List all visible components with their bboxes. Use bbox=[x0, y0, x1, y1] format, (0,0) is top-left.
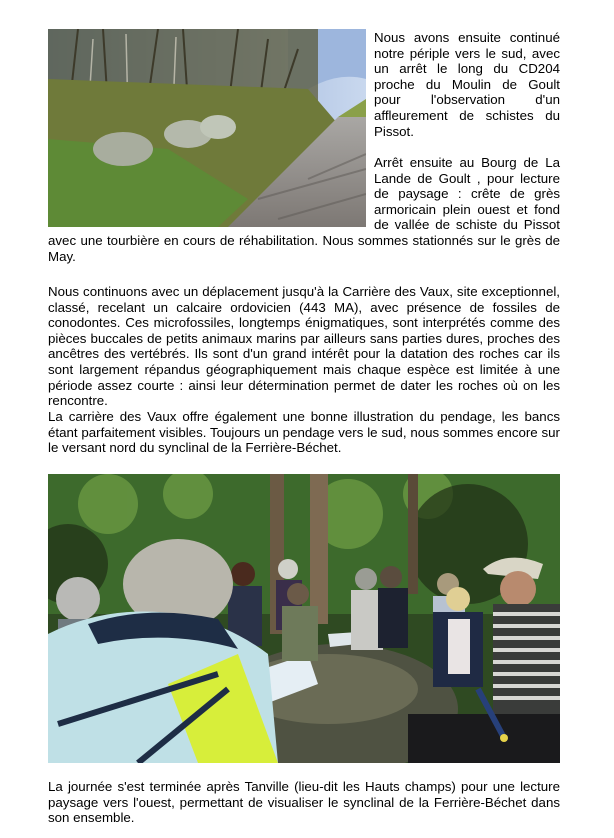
paragraph-carriere-des-vaux bbox=[48, 284, 560, 409]
text-line: de vallée de schiste du Pissot bbox=[374, 217, 560, 233]
paragraph-lande-de-goult bbox=[374, 155, 560, 233]
text-line: de paysage : crête de grès bbox=[374, 186, 560, 202]
text-line: un arrêt le long du CD204 bbox=[374, 61, 560, 77]
photo-road-outcrop bbox=[48, 29, 366, 227]
paragraph-pendage bbox=[48, 409, 560, 456]
photo-group-carriere bbox=[48, 474, 560, 763]
text-line: Pissot. bbox=[374, 123, 414, 139]
paragraph-lande-continuation bbox=[48, 233, 560, 264]
text-line: armoricain plein ouest et fond bbox=[374, 201, 560, 217]
paragraph-tanville bbox=[48, 779, 560, 826]
text-line: notre périple vers le sud, avec bbox=[374, 45, 560, 61]
text-block: La carrière des Vaux offre également une bonne illustration du pendage, les bancs étant parfaitement visibles. Toujours un pendage vers le sud, nous sommes encore sur le versant nord du synclinal de la Ferrière-Béchet. bbox=[48, 409, 560, 456]
paragraph-moulin-de-goult bbox=[374, 30, 560, 139]
text-block: La journée s'est terminée après Tanville (lieu-dit les Hauts champs) pour une lecture paysage vers l'ouest, permettant de visualiser le synclinal de la Ferrière-Béchet dans son ensemble. bbox=[48, 779, 560, 826]
text-line: Lande de Goult , pour lecture bbox=[374, 170, 560, 186]
text-block: Nous continuons avec un déplacement jusqu'à la Carrière des Vaux, site exceptionnel, classé, recelant un calcaire ordovicien (443 MA), avec présence de fossiles de conodontes. Ces microfossiles, longtemps énigmatiques, sont interprétés comme des pièces buccales de petits animaux marins par ailleurs sans parties dures, proches des ancêtres des vertébrés. Ils sont d'un grand intérêt pour la datation des roches car ils sont largement répandus géographiquement mais chaque espèce est limitée à une période assez courte : ainsi leur détermination permet de dater les roches où on les rencontre. bbox=[48, 284, 560, 409]
text-line: pour l'observation d'un bbox=[374, 92, 560, 108]
text-line: proche du Moulin de Goult bbox=[374, 76, 560, 92]
text-line: Arrêt ensuite au Bourg de La bbox=[374, 155, 560, 170]
text-block: avec une tourbière en cours de réhabilitation. Nous sommes stationnés sur le grès de May. bbox=[48, 233, 560, 264]
text-line: affleurement de schistes du bbox=[374, 107, 560, 123]
photo-road-outcrop-image bbox=[48, 29, 366, 227]
photo-group-carriere-image bbox=[48, 474, 560, 763]
text-line: Nous avons ensuite continué bbox=[374, 30, 560, 45]
